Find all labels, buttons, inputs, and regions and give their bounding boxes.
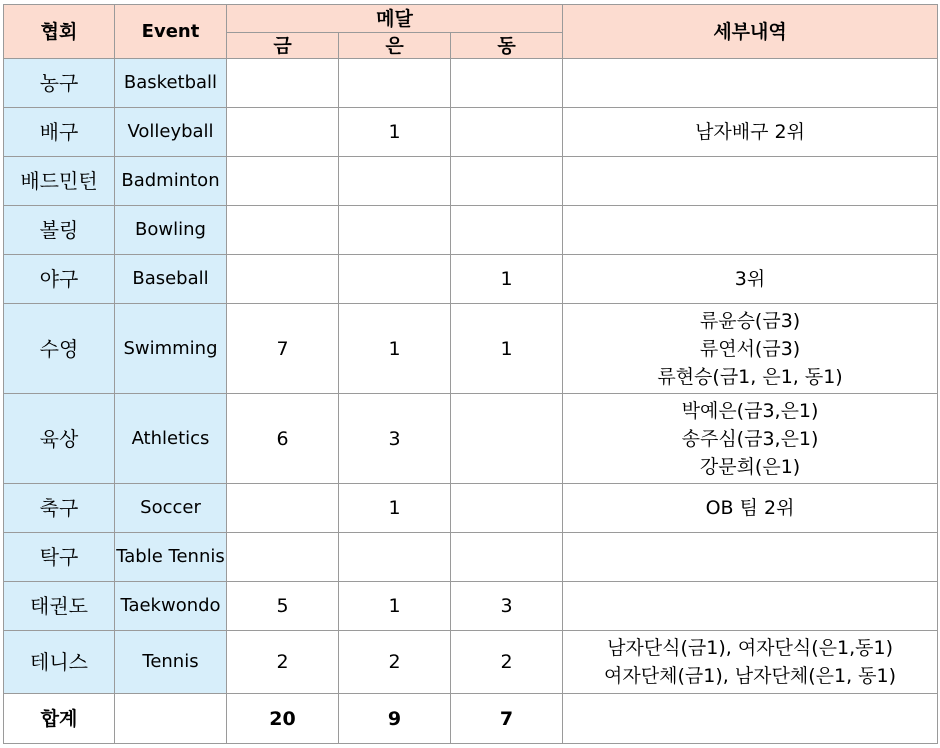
details-line: 류연서(금3)	[699, 337, 801, 360]
event-cell: Baseball	[115, 255, 227, 304]
silver-count-cell: 1	[339, 582, 451, 631]
table-row	[4, 108, 938, 157]
table-row	[4, 631, 938, 694]
header-association: 협회	[4, 5, 115, 59]
details-line: 남자단식(금1), 여자단식(은1,동1)	[607, 637, 893, 659]
association-cell: 축구	[4, 484, 115, 533]
gold-count-cell	[227, 157, 339, 206]
table-row	[4, 255, 938, 304]
details-line: 류윤승(금3)	[699, 309, 801, 332]
association-cell: 배드민턴	[4, 157, 115, 206]
bronze-count-cell	[451, 157, 563, 206]
bronze-count-cell: 3	[451, 582, 563, 631]
association-cell: 배구	[4, 108, 115, 157]
details-line: 강문희(은1)	[699, 455, 801, 478]
bronze-count-cell	[451, 59, 563, 108]
silver-count-cell: 1	[339, 108, 451, 157]
event-cell: Volleyball	[115, 108, 227, 157]
bronze-count-cell: 1	[451, 255, 563, 304]
details-cell	[563, 108, 938, 157]
details-line: 남자배구 2위	[695, 121, 805, 143]
association-cell: 수영	[4, 304, 115, 394]
table-row	[4, 157, 938, 206]
gold-count-cell	[227, 206, 339, 255]
total-event-cell	[115, 694, 227, 744]
table-body	[4, 59, 938, 744]
details-cell	[563, 631, 938, 694]
gold-count-cell	[227, 59, 339, 108]
details-cell	[563, 533, 938, 582]
table-row	[4, 59, 938, 108]
association-cell: 태권도	[4, 582, 115, 631]
association-cell: 농구	[4, 59, 115, 108]
details-line: 송주심(금3,은1)	[681, 427, 819, 450]
details-line: 류현승(금1, 은1, 동1)	[657, 365, 843, 388]
table-row	[4, 484, 938, 533]
table-row	[4, 533, 938, 582]
medal-table	[3, 4, 938, 744]
gold-count-cell	[227, 533, 339, 582]
total-silver-cell: 9	[339, 694, 451, 744]
event-cell: Swimming	[115, 304, 227, 394]
total-details-cell	[563, 694, 938, 744]
bronze-count-cell	[451, 108, 563, 157]
header-event: Event	[115, 5, 227, 59]
total-label-cell: 합계	[4, 694, 115, 744]
gold-count-cell: 2	[227, 631, 339, 694]
event-cell: Taekwondo	[115, 582, 227, 631]
details-cell	[563, 582, 938, 631]
gold-count-cell	[227, 255, 339, 304]
details-cell	[563, 206, 938, 255]
header-details: 세부내역	[563, 5, 938, 59]
association-cell: 탁구	[4, 533, 115, 582]
bronze-count-cell	[451, 533, 563, 582]
header-bronze: 동	[451, 33, 563, 59]
table-row	[4, 206, 938, 255]
event-cell: Tennis	[115, 631, 227, 694]
silver-count-cell	[339, 157, 451, 206]
details-cell	[563, 255, 938, 304]
bronze-count-cell: 1	[451, 304, 563, 394]
silver-count-cell: 2	[339, 631, 451, 694]
bronze-count-cell: 2	[451, 631, 563, 694]
bronze-count-cell	[451, 484, 563, 533]
gold-count-cell	[227, 484, 339, 533]
gold-count-cell	[227, 108, 339, 157]
details-cell	[563, 394, 938, 484]
gold-count-cell: 6	[227, 394, 339, 484]
event-cell: Basketball	[115, 59, 227, 108]
header-silver: 은	[339, 33, 451, 59]
event-cell: Table Tennis	[115, 533, 227, 582]
header-gold: 금	[227, 33, 339, 59]
details-line: 여자단체(금1), 남자단체(은1, 동1)	[604, 665, 897, 687]
details-line: 3위	[734, 268, 766, 290]
details-cell	[563, 304, 938, 394]
total-bronze-cell: 7	[451, 694, 563, 744]
details-cell	[563, 59, 938, 108]
silver-count-cell: 1	[339, 484, 451, 533]
association-cell: 육상	[4, 394, 115, 484]
details-cell	[563, 484, 938, 533]
association-cell: 볼링	[4, 206, 115, 255]
total-gold-cell: 20	[227, 694, 339, 744]
event-cell: Athletics	[115, 394, 227, 484]
details-line: 박예은(금3,은1)	[681, 399, 819, 422]
association-cell: 테니스	[4, 631, 115, 694]
event-cell: Soccer	[115, 484, 227, 533]
bronze-count-cell	[451, 206, 563, 255]
event-cell: Bowling	[115, 206, 227, 255]
table-row	[4, 582, 938, 631]
gold-count-cell: 7	[227, 304, 339, 394]
details-cell	[563, 157, 938, 206]
silver-count-cell	[339, 59, 451, 108]
header-medal: 메달	[227, 5, 563, 33]
silver-count-cell: 1	[339, 304, 451, 394]
gold-count-cell: 5	[227, 582, 339, 631]
silver-count-cell	[339, 255, 451, 304]
event-cell: Badminton	[115, 157, 227, 206]
bronze-count-cell	[451, 394, 563, 484]
details-line: OB 팀 2위	[705, 497, 795, 519]
silver-count-cell: 3	[339, 394, 451, 484]
silver-count-cell	[339, 533, 451, 582]
total-row	[4, 694, 938, 744]
table-row	[4, 304, 938, 394]
table-row	[4, 394, 938, 484]
association-cell: 야구	[4, 255, 115, 304]
silver-count-cell	[339, 206, 451, 255]
